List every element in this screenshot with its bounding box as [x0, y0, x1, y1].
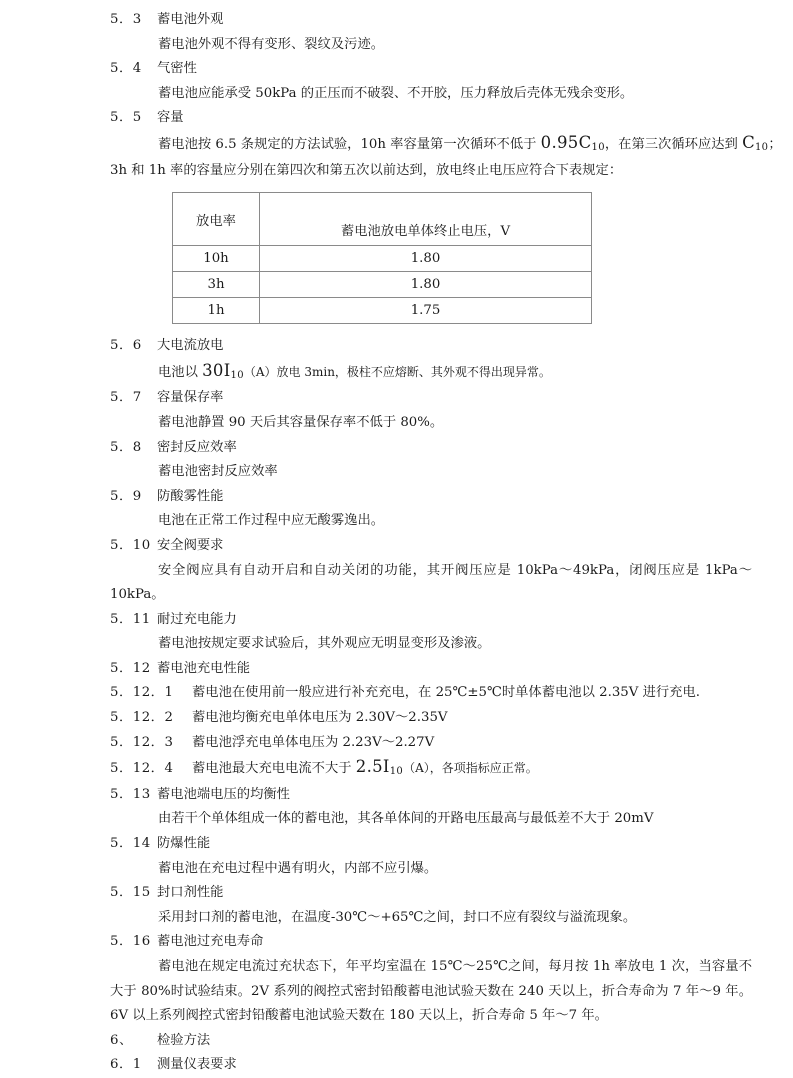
section-heading-5-3 [110, 8, 752, 33]
section-heading-5-8 [110, 436, 752, 461]
table-header-voltage: 蓄电池放电单体终止电压，V [260, 193, 592, 246]
section-body-5-11: 蓄电池按规定要求试验后，其外观应无明显变形及渗液。 [158, 636, 491, 652]
section-heading-5-12 [110, 657, 752, 682]
cell-rate: 1h [173, 298, 260, 324]
section-heading-5-16 [110, 930, 752, 955]
section-body-5-14: 蓄电池在充电过程中遇有明火，内部不应引爆。 [158, 860, 438, 876]
section-body-5-15: 采用封口剂的蓄电池，在温度-30℃～+65℃之间，封口不应有裂纹与溢流现象。 [158, 909, 637, 925]
discharge-rate-table [172, 192, 592, 324]
section-title: 大电流放电 [157, 338, 224, 354]
subitem-text: （A），各项指标应正常。 [403, 761, 538, 776]
subitem-text: 蓄电池最大充电电流不大于 [192, 761, 356, 777]
section-title: 蓄电池充电性能 [157, 660, 251, 676]
section-number: 5．10 [110, 537, 151, 553]
section-body-5-5-line2: 3h 和 1h 率的容量应分别在第四次和第五次以前达到，放电终止电压应符合下表规定： [110, 162, 623, 178]
section-title: 检验方法 [157, 1032, 211, 1048]
subitem-number: 5．12．3 [110, 734, 174, 750]
current-formula-30i10: $30I_{10}$ [202, 360, 244, 381]
body-text: 电池以 [158, 364, 203, 380]
section-title: 安全阀要求 [157, 537, 224, 553]
section-title: 耐过充电能力 [157, 611, 237, 627]
section-number: 6、 [110, 1032, 133, 1048]
discharge-table-wrapper [110, 192, 752, 324]
section-title: 容量保存率 [157, 390, 224, 406]
cell-rate: 3h [173, 272, 260, 298]
section-number: 5．16 [110, 934, 151, 950]
section-number: 5．6 [110, 338, 142, 354]
section-number: 5．9 [110, 488, 142, 504]
section-body-5-8: 蓄电池密封反应效率 [158, 464, 278, 480]
capacity-formula-095c10: $0.95C_{10}$ [540, 132, 605, 153]
section-title: 密封反应效率 [157, 439, 237, 455]
section-heading-5-15 [110, 881, 752, 906]
table-header-rate: 放电率 [173, 193, 260, 246]
subitem-5-12-3 [110, 731, 752, 756]
section-body-5-4: 蓄电池应能承受 50kPa 的正压而不破裂、不开胶，压力释放后壳体无残余变形。 [158, 85, 634, 101]
section-number: 5．11 [110, 611, 151, 627]
section-number: 5．14 [110, 836, 151, 852]
section-title: 容量 [157, 110, 184, 126]
section-number: 5．7 [110, 390, 142, 406]
section-heading-5-11 [110, 608, 752, 633]
subitem-5-12-2 [110, 706, 752, 731]
section-body-5-7: 蓄电池静置 90 天后其容量保存率不低于 80%。 [158, 414, 444, 430]
section-title: 蓄电池外观 [157, 12, 224, 27]
section-heading-5-4 [110, 57, 752, 82]
section-body-5-16: 蓄电池在规定电流过充状态下，年平均室温在 15℃～25℃之间，每月按 1h 率放电 1 次，当容量不大于 80%时试验结束。2V 系列的阀控式密封铅酸蓄电池试验天数在 240 天以上，折合寿命为 7 年～9 年。6V 以上系列阀控式密封铅酸蓄电池试验天数在 180 天以上，折合寿命 5 年～7 年。 [110, 959, 752, 1024]
subitem-text: 蓄电池浮充电单体电压为 2.23V～2.27V [192, 734, 435, 750]
current-formula-25i10: $2.5I_{10}$ [355, 757, 404, 778]
subitem-text: 蓄电池在使用前一般应进行补充充电，在 25℃±5℃时单体蓄电池以 2.35V 进行充电. [192, 685, 700, 701]
section-title: 气密性 [157, 61, 197, 77]
subitem-number: 5．12．4 [110, 761, 174, 777]
section-heading-5-7 [110, 386, 752, 411]
body-text: ，在第三次循环应达到 [604, 136, 743, 152]
cell-voltage: 1.75 [260, 298, 592, 324]
section-heading-5-10 [110, 534, 752, 559]
section-body-5-6 [110, 359, 752, 387]
section-heading-6-1 [110, 1053, 752, 1078]
section-heading-5-14 [110, 832, 752, 857]
cell-voltage: 1.80 [260, 272, 592, 298]
section-title: 防酸雾性能 [157, 488, 224, 504]
subitem-5-12-1 [110, 681, 752, 706]
section-heading-6 [110, 1029, 752, 1054]
section-title: 防爆性能 [157, 836, 211, 852]
section-title: 蓄电池端电压的均衡性 [157, 786, 290, 802]
table-row [173, 246, 592, 272]
table-header-row [173, 193, 592, 246]
section-body-5-3: 蓄电池外观不得有变形、裂纹及污迹。 [158, 36, 385, 52]
cell-rate: 10h [173, 246, 260, 272]
subitem-number: 5．12．2 [110, 710, 174, 726]
section-title: 蓄电池过充电寿命 [157, 934, 264, 950]
table-row [173, 272, 592, 298]
section-heading-5-13 [110, 783, 752, 808]
table-row [173, 298, 592, 324]
section-number: 5．5 [110, 110, 142, 126]
section-title: 封口剂性能 [157, 885, 224, 901]
subitem-number: 5．12．1 [110, 685, 174, 701]
section-body-5-5-line1 [110, 131, 782, 159]
section-number: 5．13 [110, 786, 151, 802]
capacity-formula-c10: $C_{10}$ [742, 132, 769, 153]
section-title: 测量仪表要求 [157, 1057, 237, 1073]
section-number: 5．3 [110, 12, 142, 27]
section-number: 5．4 [110, 61, 142, 77]
subitem-5-12-4 [110, 755, 752, 783]
body-text: ； [768, 136, 782, 152]
section-body-5-13: 由若干个单体组成一体的蓄电池，其各单体间的开路电压最高与最低差不大于 20mV [158, 811, 654, 827]
section-body-5-9: 电池在正常工作过程中应无酸雾逸出。 [158, 513, 385, 529]
section-heading-5-6 [110, 334, 752, 359]
section-heading-5-5 [110, 106, 752, 131]
section-number: 5．15 [110, 885, 151, 901]
section-body-5-10: 安全阀应具有自动开启和自动关闭的功能，其开阀压应是 10kPa～49kPa，闭阀压应是 1kPa～10kPa。 [110, 562, 752, 603]
body-text: 蓄电池按 6.5 条规定的方法试验，10h 率容量第一次循环不低于 [158, 136, 541, 152]
section-number: 6．1 [110, 1057, 142, 1073]
body-text: （A）放电 3min，极柱不应熔断、其外观不得出现异常。 [243, 364, 551, 379]
section-number: 5．12 [110, 660, 151, 676]
cell-voltage: 1.80 [260, 246, 592, 272]
section-number: 5．8 [110, 439, 142, 455]
subitem-text: 蓄电池均衡充电单体电压为 2.30V～2.35V [192, 710, 448, 726]
section-heading-5-9 [110, 485, 752, 510]
